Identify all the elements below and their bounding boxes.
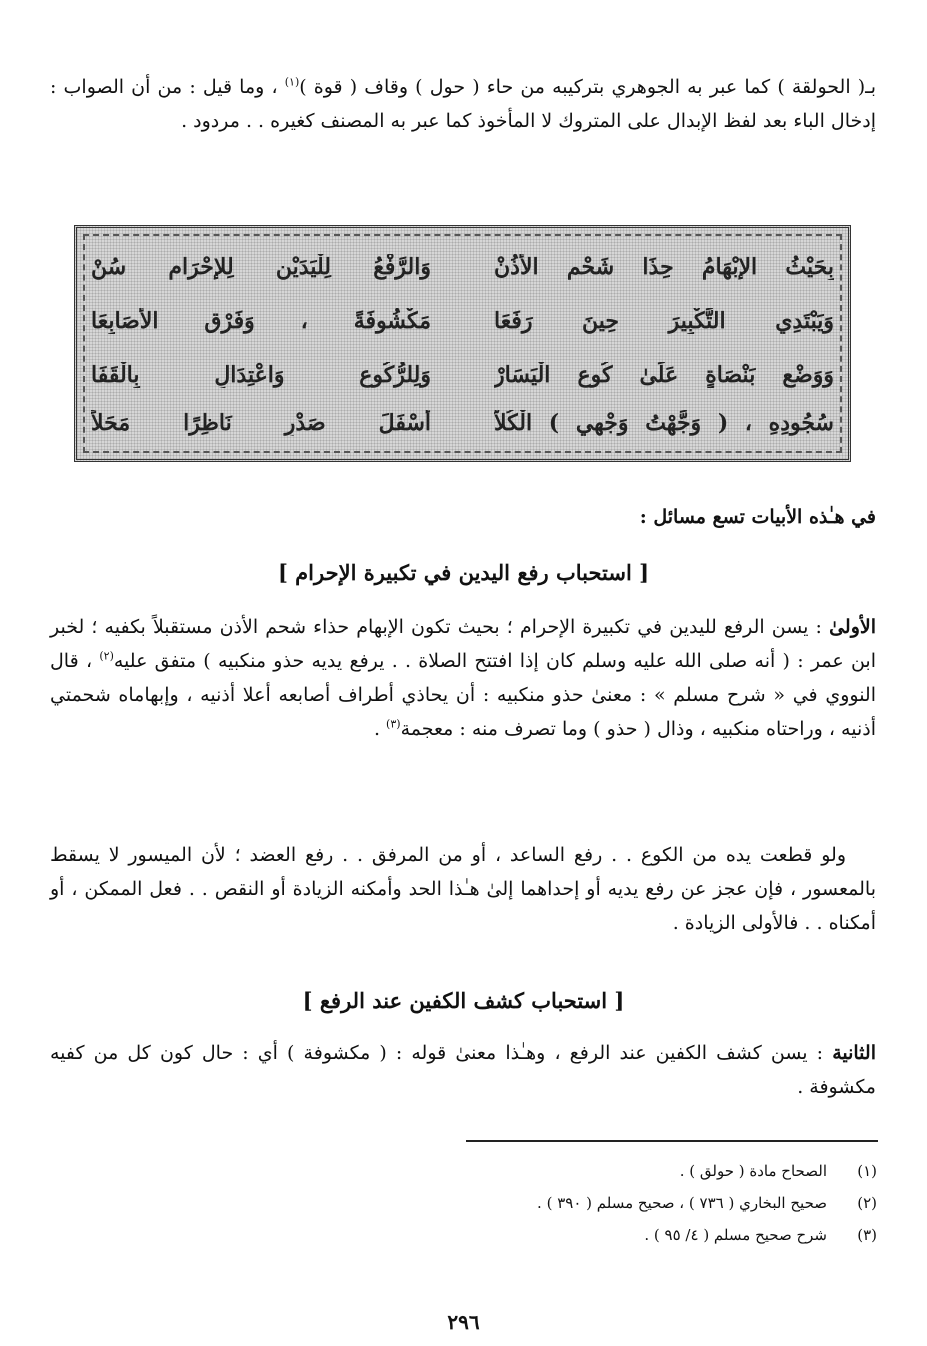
footnote-ref-3: (٣) (386, 717, 401, 731)
verse-left-hemistich: وَوَضْعِ بَنْصَاةٍ عَلَىٰ كُوعِ الْيَسَارْ (494, 362, 834, 388)
first-issue-text: الأولىٰ : يسن الرفع لليدين في تكبيرة الإحرام ؛ بحيث تكون الإبهام حذاء شحم الأذن مستقبلاً بكفيه ؛ لخبر ابن عمر : ( أنه صلى الله عليه وسلم كان إذا افتتح الصلاة . . يرفع يديه حذو منكبيه ) متفق عليه$^{(٢)}$ ، قال النووي في « شرح مسلم » : معنىٰ حذو منكبيه : أن يحاذي أطراف أصابعه أعلا أذنيه ، وإبهاماه شحمتي أذنيه ، وراحتاه منكبيه ، وذال ( حذو ) وما تصرف منه : معجمة$^{(٣)}$ . (50, 616, 876, 740)
footnote-number: (٢) (857, 1194, 877, 1212)
verse-left-hemistich: وَيَبْتَدِي التَّكْبِيرَ حِينَ رَفَعَا (494, 308, 834, 334)
paragraph-second-issue (50, 1036, 876, 1104)
footnote-1 (57, 1158, 877, 1184)
verse-row (91, 350, 834, 400)
verse-row (91, 398, 834, 448)
verse-left-hemistich: سُجُودِهِ ، ( وَجَّهْتُ وَجْهِي ) الْكُلاَّ (494, 410, 834, 436)
intro-paragraph (50, 70, 876, 138)
footnote-ref-1: (١) (284, 75, 300, 89)
issue-label-first: الأولىٰ (829, 616, 876, 638)
section-heading-2: [ استحباب كشف الكفين عند الرفع ] (302, 988, 625, 1013)
verse-left-hemistich: بِحَيْثُ الإِبْهَامُ حِذَا شَحْمِ الأُذُنْ (494, 254, 834, 280)
footnote-2 (57, 1190, 877, 1216)
verse-right-hemistich: وَالرَّفْعُ لِلْيَدَيْنِ لِلإِحْرَامِ سُنْ (91, 254, 431, 280)
verse-right-hemistich: أَسْفَلَ صَدْرٍ نَاظِرًا مَحَلاً (91, 410, 431, 436)
paragraph-first-issue (50, 610, 876, 746)
masail-intro: في هـٰذه الأبيات تسع مسائل : (639, 506, 876, 528)
masail-intro-block (50, 500, 876, 534)
amputation-text: ولو قطعت يده من الكوع . . رفع الساعد ، أو من المرفق . . رفع العضد ؛ لأن الميسور لا يسقط بالمعسور ، فإن عجز عن رفع يديه أو إحداهما إلىٰ هـٰذا الحد وأمكنه الزيادة أو النقص . . فعل الممكن ، أو أمكناه . . فالأولى الزيادة . (50, 844, 876, 934)
page-number: ٢٩٦ (447, 1310, 480, 1334)
verse-right-hemistich: مَكْشُوفَةً ، وَفَرْقِ الأَصَابِعَا (91, 308, 431, 334)
verse-row (91, 242, 834, 292)
second-issue-text: الثانية : يسن كشف الكفين عند الرفع ، وهـٰذا معنىٰ قوله : ( مكشوفة ) أي : حال كون كل من كفيه مكشوفة . (50, 1042, 876, 1098)
footnote-text: شرح صحيح مسلم ( ٤/ ٩٥ ) . (644, 1226, 827, 1244)
footnote-number: (١) (857, 1162, 877, 1180)
verse-frame (74, 225, 851, 462)
paragraph-amputation (50, 838, 876, 940)
verse-row (91, 296, 834, 346)
intro-text: بـ( الحولقة ) كما عبر به الجوهري بتركيبه من حاء ( حول ) وقاف ( قوة )$^{(١)}$ ، وما قيل : من أن الصواب : إدخال الباء بعد لفظ الإبدال على المتروك لا المأخوذ كما عبر به المصنف كغيره . . مردود . (50, 75, 877, 132)
verse-right-hemistich: وَلِلرُّكُوعِ وَاعْتِدَالٍ بِالْقَفَا (91, 362, 431, 388)
footnote-ref-2: (٢) (99, 649, 114, 663)
footnote-text: صحيح البخاري ( ٧٣٦ ) ، صحيح مسلم ( ٣٩٠ ) . (537, 1194, 827, 1212)
footnote-text: الصحاح مادة ( حولق ) . (679, 1162, 827, 1180)
footnote-3 (57, 1222, 877, 1248)
footnote-number: (٣) (857, 1226, 877, 1244)
section-heading-1: [ استحباب رفع اليدين في تكبيرة الإحرام ] (277, 560, 650, 585)
footnote-separator (466, 1140, 878, 1142)
issue-label-second: الثانية (832, 1042, 876, 1064)
